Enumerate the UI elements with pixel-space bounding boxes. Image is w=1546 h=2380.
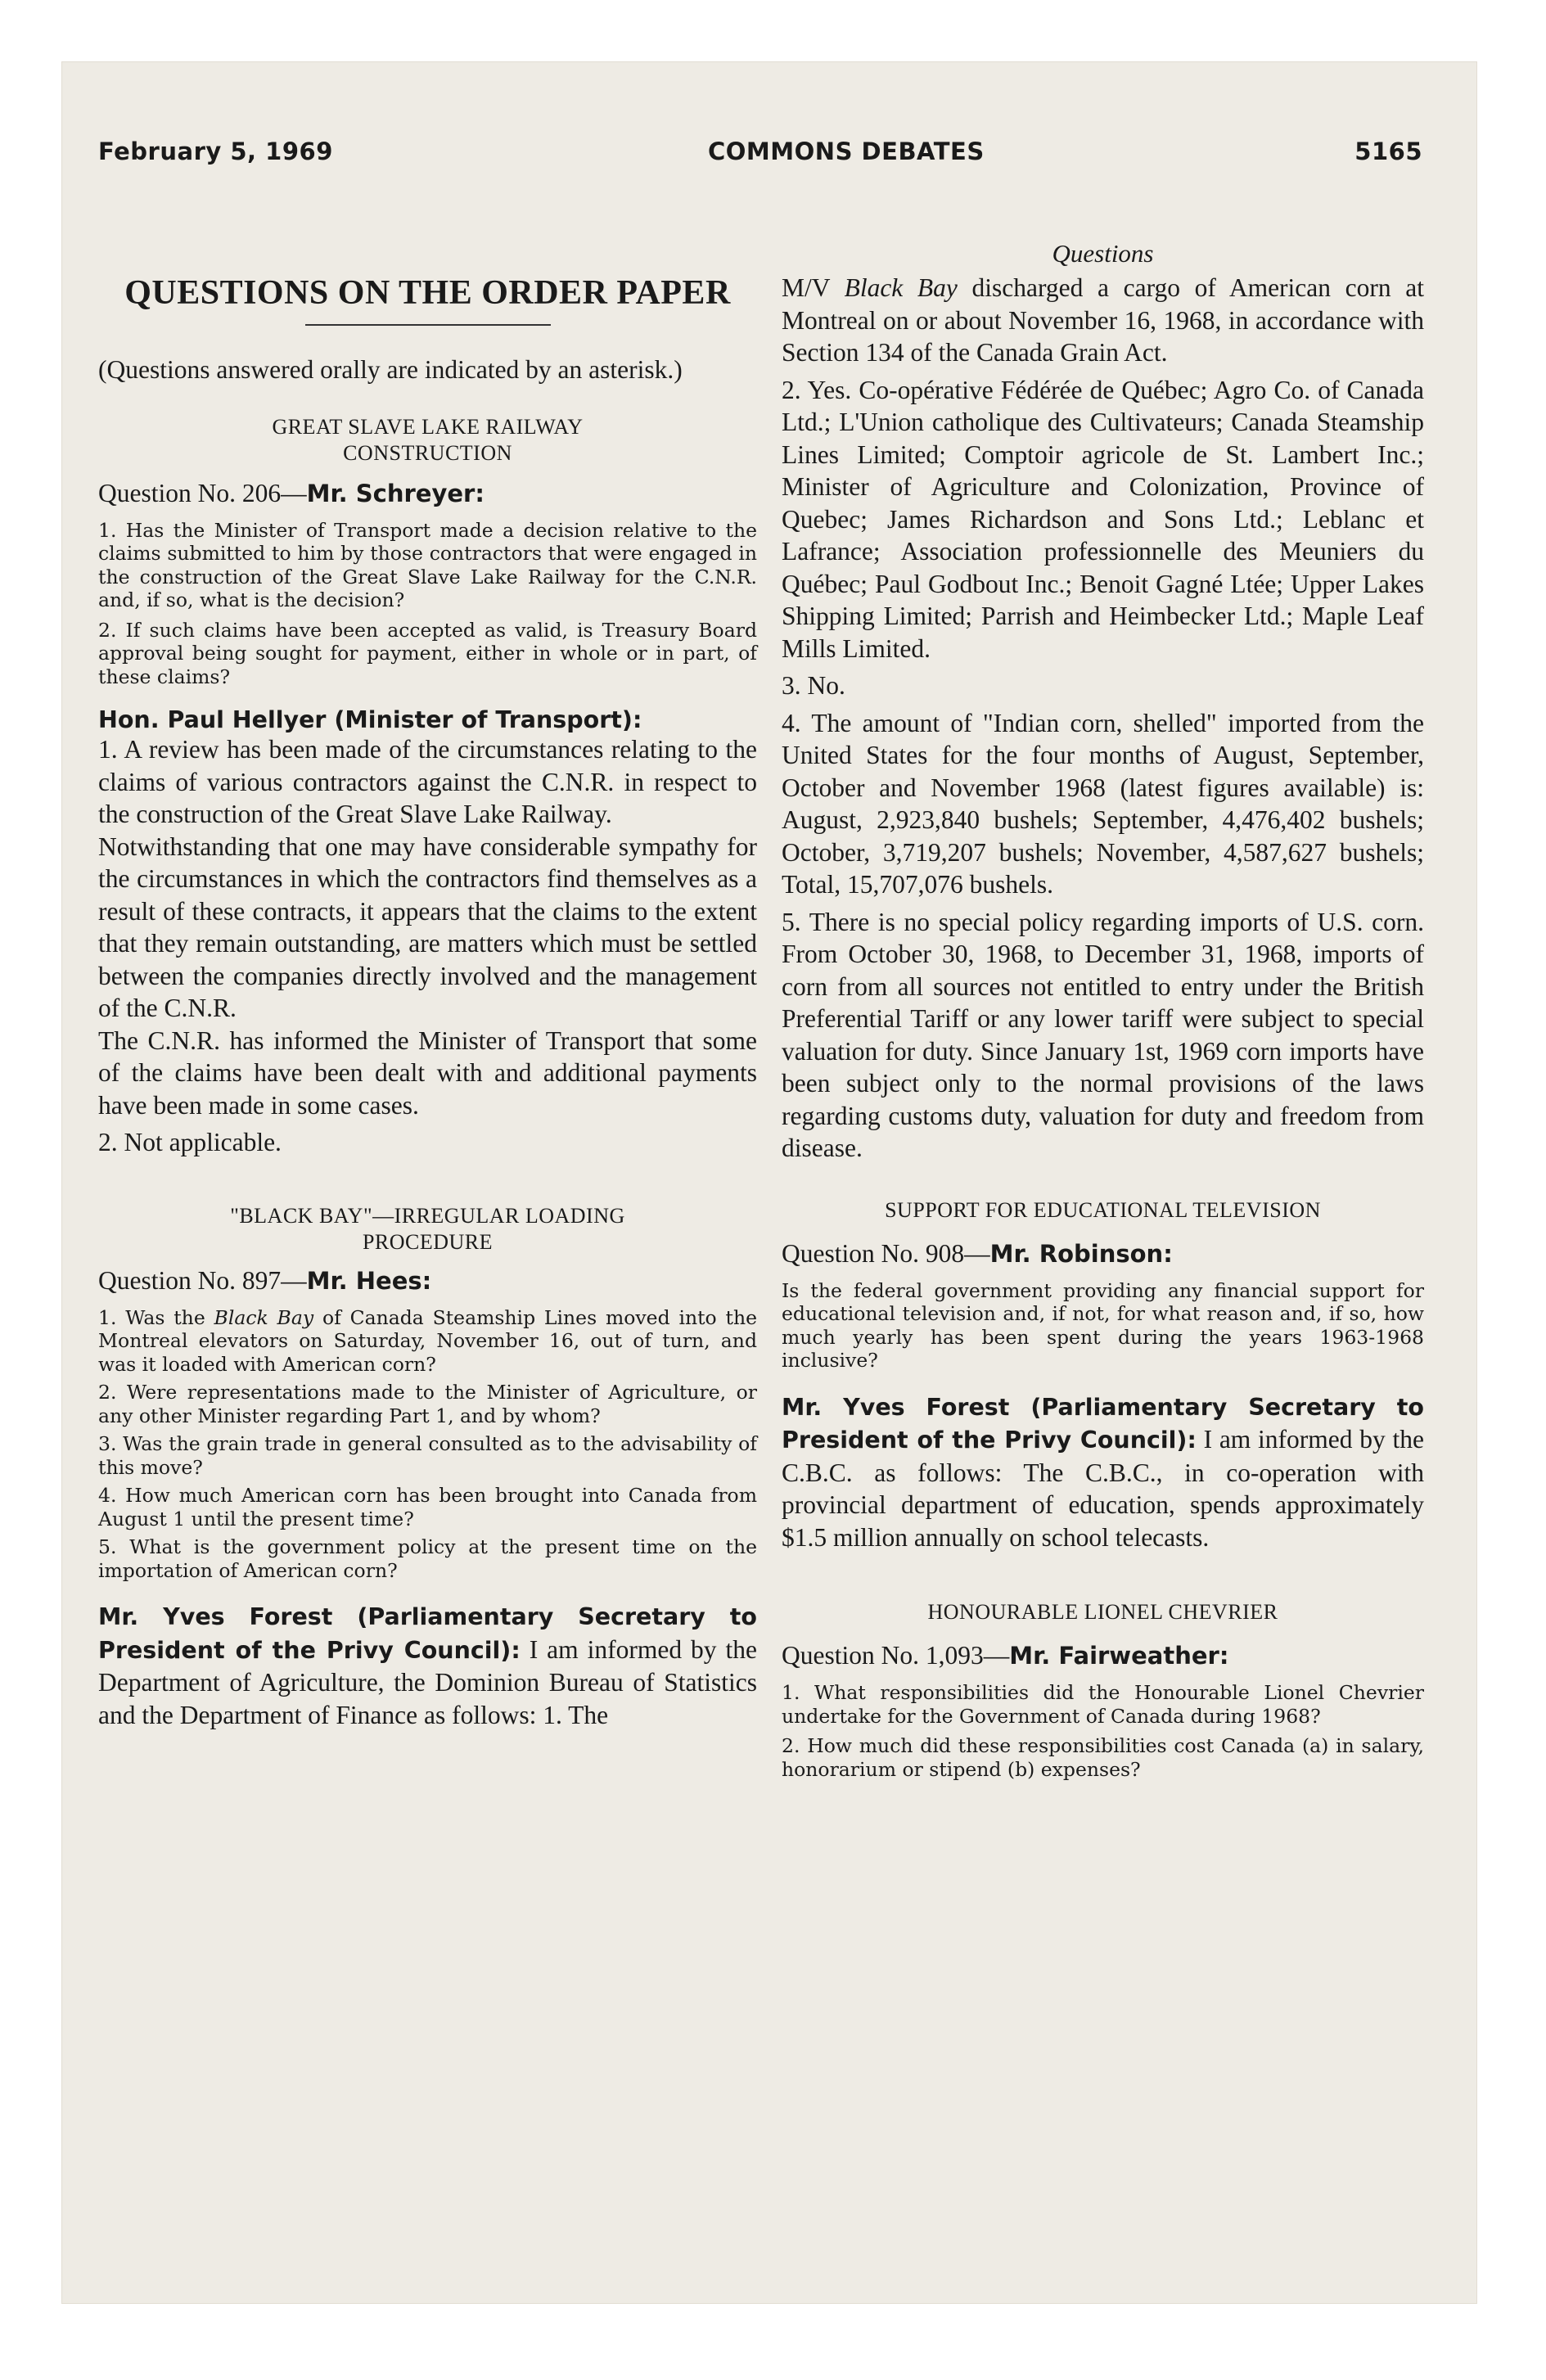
answer-897-part5: 5. There is no special policy regarding imports of U.S. corn. From October 30, 1968, to December 31, 1968, imports of corn from all sources not entitled to entry under the British Preferential Tariff or any lower tariff were subject to special valuation for duty. Since January 1st, 1969 corn imports have been subject only to the normal provisions of the laws regarding customs duty, valuation for duty and freedom from disease. bbox=[782, 907, 1424, 1162]
answer-897-part4: 4. The amount of "Indian corn, shelled" imported from the United States for the four months of August, September, October and November 1968 (latest figures available) is: August, 2,923,840 bushels; September, 4,476,402 bushels; October, 3,719,207 bushels; November, 4,587,627 bushels; Total, 15,707,076 bushels. bbox=[782, 708, 1424, 899]
intro-note: (Questions answered orally are indicated by an asterisk.) bbox=[98, 355, 683, 384]
question-897-part3: 3. Was the grain trade in general consulted as to the advisability of this move? bbox=[98, 1432, 757, 1479]
text-run: M/V bbox=[782, 273, 845, 302]
question-no: Question No. 206— bbox=[98, 478, 307, 507]
answer-897-part1-cont bbox=[782, 272, 1424, 369]
asker-name: Mr. Schreyer: bbox=[306, 479, 485, 507]
answer-text: I am informed by the C.B.C. as follows: The C.B.C., in co-operation with provincial department of education, spends approximately $1.5 million annually on school telecasts. bbox=[782, 1425, 1424, 1552]
question-897-part5: 5. What is the government policy at the present time on the importation of American corn? bbox=[98, 1535, 757, 1582]
answer-text: I am informed by the Department of Agriculture, the Dominion Bureau of Statistics and the Department of Finance as follows: 1. The bbox=[98, 1634, 757, 1729]
question-1093-part1: 1. What responsibilities did the Honourable Lionel Chevrier undertake for the Government of Canada during 1968? bbox=[782, 1681, 1424, 1728]
section-heading-great-slave bbox=[98, 414, 757, 467]
text-run: discharged a cargo of American corn at Montreal on or about November 16, 1968, in accordance with Section 134 of the Canada Grain Act. bbox=[782, 273, 1424, 367]
header-page-number: 5165 bbox=[1354, 137, 1422, 165]
question-number-897 bbox=[98, 1265, 757, 1296]
section-heading-educational-tv: SUPPORT FOR EDUCATIONAL TELEVISION bbox=[885, 1197, 1321, 1222]
question-897-part1 bbox=[98, 1306, 757, 1377]
question-897-part2: 2. Were representations made to the Minister of Agriculture, or any other Minister regarding Part 1, and by whom? bbox=[98, 1381, 757, 1427]
right-column bbox=[782, 239, 1424, 1781]
question-206-part1: 1. Has the Minister of Transport made a decision relative to the claims submitted to him by those contractors that were engaged in the construction of the Great Slave Lake Railway for the C.N.R. and, if so, what is the decision? bbox=[98, 518, 757, 611]
answer-897-part2: 2. Yes. Co-opérative Fédérée de Québec; Agro Co. of Canada Ltd.; L'Union catholique des Cultivateurs; Canada Steamship Lines Limited; Comptoir agricole de St. Lambert Inc.; Minister of Agriculture and Colonization, Province of Quebec; James Richardson and Sons Ltd.; Leblanc et Lafrance; Association professionnelle des Meuniers du Québec; Paul Godbout Inc.; Benoit Gagné Ltée; Upper Lakes Shipping Limited; Parrish and Heimbecker Ltd.; Maple Leaf Mills Limited. bbox=[782, 375, 1424, 663]
answerer-forest: Mr. Yves Forest (Parliamentary Secretary to President of the Privy Council): bbox=[98, 1603, 757, 1664]
heading-rule bbox=[305, 324, 551, 326]
section-heading-line: GREAT SLAVE LAKE RAILWAY bbox=[272, 414, 584, 439]
main-heading: QUESTIONS ON THE ORDER PAPER bbox=[124, 274, 731, 312]
answer-897-start bbox=[98, 1600, 757, 1731]
answerer-hellyer: Hon. Paul Hellyer (Minister of Transport): bbox=[98, 706, 642, 733]
section-heading-black-bay bbox=[98, 1203, 757, 1255]
ship-name: Black Bay bbox=[214, 1305, 314, 1329]
question-897-part4: 4. How much American corn has been brought into Canada from August 1 until the present time? bbox=[98, 1484, 757, 1530]
answerer-forest: Mr. Yves Forest (Parliamentary Secretary to President of the Privy Council): bbox=[782, 1393, 1424, 1454]
asker-name: Mr. Fairweather: bbox=[1009, 1642, 1229, 1670]
question-number-908 bbox=[782, 1238, 1424, 1269]
asker-name: Mr. Hees: bbox=[306, 1266, 432, 1295]
ship-name: Black Bay bbox=[844, 273, 958, 302]
asker-name: Mr. Robinson: bbox=[989, 1239, 1173, 1268]
answer-908 bbox=[782, 1391, 1424, 1554]
section-heading-line: CONSTRUCTION bbox=[343, 440, 512, 465]
header-date: February 5, 1969 bbox=[98, 137, 333, 165]
text-run: 1. Was the bbox=[98, 1305, 214, 1329]
answer-206-part4: 2. Not applicable. bbox=[98, 1128, 282, 1156]
header-title: COMMONS DEBATES bbox=[708, 137, 985, 165]
section-heading-line: PROCEDURE bbox=[362, 1229, 494, 1254]
section-heading-line: "BLACK BAY"—IRREGULAR LOADING bbox=[230, 1203, 625, 1228]
question-number-206 bbox=[98, 478, 757, 509]
question-1093-part2: 2. How much did these responsibilities cost Canada (a) in salary, honorarium or stipend (b) expenses? bbox=[782, 1734, 1424, 1781]
answer-206-part2: Notwithstanding that one may have considerable sympathy for the circumstances in which the contractors find themselves as a result of these contracts, it appears that the claims to the extent that they remain outstanding, are matters which must be settled between the companies directly involved and the management of the C.N.R. bbox=[98, 832, 757, 1022]
section-heading-chevrier: HONOURABLE LIONEL CHEVRIER bbox=[927, 1600, 1278, 1624]
answer-206-part1: 1. A review has been made of the circumstances relating to the claims of various contractors against the C.N.R. in respect to the construction of the Great Slave Lake Railway. bbox=[98, 735, 757, 828]
answer-206-part3: The C.N.R. has informed the Minister of Transport that some of the claims have been dealt with and additional payments have been made in some cases. bbox=[98, 1025, 757, 1120]
question-206-part2: 2. If such claims have been accepted as valid, is Treasury Board approval being sought for payment, either in whole or in part, of these claims? bbox=[98, 618, 757, 688]
continued-label: Questions bbox=[1052, 239, 1154, 268]
answer-897-part3: 3. No. bbox=[782, 671, 845, 700]
question-no: Question No. 1,093— bbox=[782, 1641, 1010, 1670]
question-no: Question No. 908— bbox=[782, 1238, 990, 1268]
question-no: Question No. 897— bbox=[98, 1265, 307, 1295]
question-908-text: Is the federal government providing any financial support for educational television and, if not, for what reason and, if so, how much yearly has been spent during the years 1963-1968 inclusive? bbox=[782, 1278, 1424, 1372]
text-run: of Canada Steamship Lines moved into the Montreal elevators on Saturday, November 16, out of turn, and was it loaded with American corn? bbox=[98, 1305, 757, 1376]
question-number-1093 bbox=[782, 1640, 1424, 1671]
left-column bbox=[98, 234, 757, 1731]
